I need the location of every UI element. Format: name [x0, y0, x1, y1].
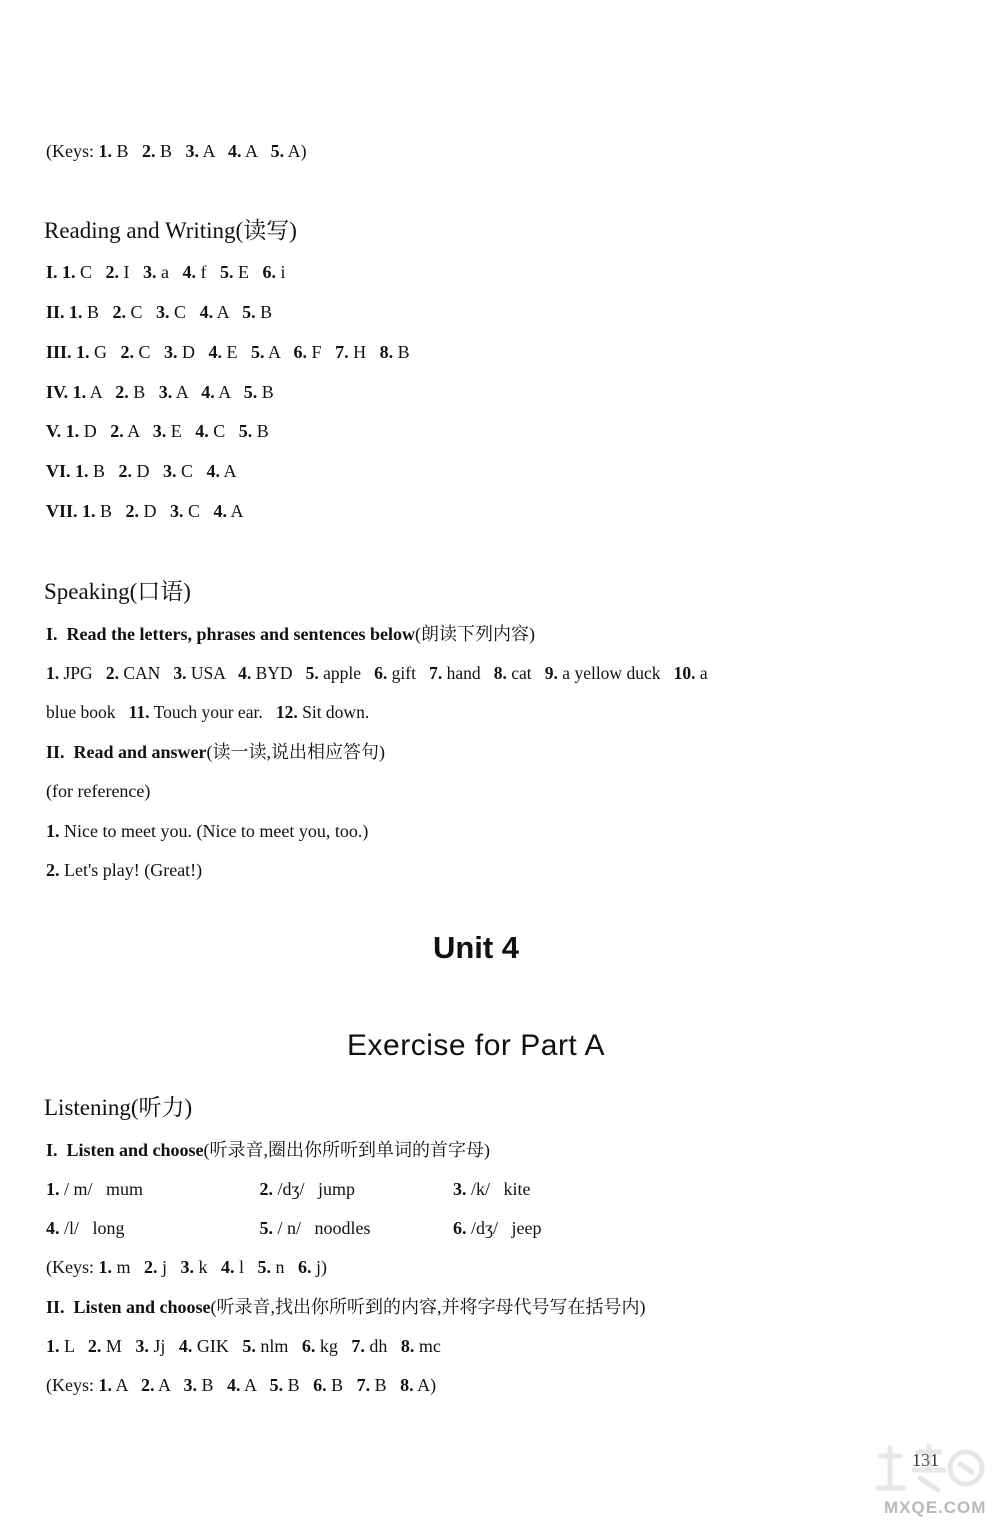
item-number: 7.: [429, 663, 443, 683]
reading-answer-line-7: [46, 500, 244, 522]
item-number: 4.: [182, 262, 197, 282]
answer-text: (Keys:: [46, 1257, 99, 1277]
item-number: II. 1.: [46, 302, 83, 322]
item-number: 1.: [46, 1336, 60, 1356]
item-number: 5.: [243, 382, 258, 402]
item-number: 1.: [98, 141, 112, 161]
item-number: 5.: [242, 1336, 256, 1356]
item-number: 2.: [110, 421, 124, 441]
item-number: 10.: [673, 663, 696, 683]
answer-text: C: [134, 342, 165, 362]
answer-text: C: [75, 262, 106, 282]
answer-text: A): [413, 1375, 437, 1395]
answer-text: CAN: [118, 663, 174, 683]
answer-text: A: [112, 1375, 142, 1395]
item-number: 3.: [453, 1179, 467, 1199]
listening-keys-2: [46, 1374, 436, 1396]
answer-text: blue book: [46, 702, 129, 722]
item-number: 8.: [379, 342, 394, 362]
answer-text: BYD: [251, 663, 306, 683]
answer-text: B: [326, 1375, 357, 1395]
item-number: 4.: [206, 461, 221, 481]
answer-text: G: [89, 342, 121, 362]
answer-text: GIK: [192, 1336, 243, 1356]
item-number: 5.: [242, 302, 256, 322]
answer-text: A: [214, 382, 244, 402]
item-number: VII. 1.: [46, 501, 96, 521]
item-number: 4.: [195, 421, 209, 441]
item-number: 8.: [400, 1375, 414, 1395]
answer-text: mc: [414, 1336, 441, 1356]
item-number: 4.: [199, 302, 214, 322]
answer-text: B: [255, 302, 273, 322]
item-number: 1.: [46, 1179, 60, 1199]
answer-text: C: [208, 421, 239, 441]
answer-text: B: [393, 342, 410, 362]
reading-answer-line-6: [46, 460, 237, 482]
answer-text: JPG: [59, 663, 106, 683]
item-number: 1.: [98, 1375, 112, 1395]
answer-text: B: [88, 461, 119, 481]
item-number: 5.: [305, 663, 319, 683]
answer-text: B: [257, 382, 274, 402]
item-number: 3.: [156, 302, 170, 322]
answer-text: (听录音,找出你所听到的内容,并将字母代号写在括号内): [210, 1297, 646, 1317]
answer-text: /dʒ/ jeep: [466, 1218, 542, 1238]
answer-text: Sit down.: [297, 702, 370, 722]
item-number: 6.: [262, 262, 277, 282]
page-number: 131: [912, 1450, 939, 1470]
answer-text: A: [240, 1375, 270, 1395]
answer-text: A: [199, 141, 229, 161]
answer-text: C: [183, 501, 214, 521]
answer-text: C: [176, 461, 207, 481]
item-number: 3.: [143, 262, 157, 282]
speaking-answer-2: [46, 859, 202, 881]
item-number: 4.: [238, 663, 252, 683]
part-title: Exercise for Part A: [347, 1029, 605, 1062]
answer-text: A: [220, 461, 237, 481]
speaking-answer-1: [46, 820, 368, 842]
item-number: 5.: [259, 1218, 273, 1238]
answer-text: A: [172, 382, 202, 402]
item-number: II. Read and answer: [46, 742, 207, 762]
answer-text: D: [132, 461, 164, 481]
item-number: 4.: [178, 1336, 193, 1356]
answer-text: C: [126, 302, 157, 322]
answer-text: A: [123, 421, 153, 441]
answer-text: D: [79, 421, 111, 441]
answer-text: E: [166, 421, 196, 441]
item-number: 6.: [313, 1375, 327, 1395]
answer-text: A: [86, 382, 116, 402]
item-number: 3.: [173, 663, 187, 683]
item-number: 7.: [356, 1375, 371, 1395]
answer-text: A: [213, 302, 243, 322]
unit-title: Unit 4: [432, 930, 520, 965]
item-number: 3.: [158, 382, 173, 402]
answer-text: B: [128, 382, 159, 402]
item-number: 3.: [183, 1375, 198, 1395]
answer-text: (Keys:: [46, 1375, 99, 1395]
answer-text: I: [119, 262, 144, 282]
speaking-items-line-2: [46, 701, 369, 723]
item-number: 4.: [228, 141, 242, 161]
answer-text: dh: [364, 1336, 401, 1356]
answer-text: M: [101, 1336, 136, 1356]
answer-text: / n/ noodles: [273, 1218, 371, 1238]
answer-text: A): [284, 141, 307, 161]
answer-text: l: [234, 1257, 258, 1277]
answer-text: k: [194, 1257, 222, 1277]
answer-text: (读一读,说出相应答句): [206, 742, 386, 762]
item-number: 5.: [251, 342, 265, 362]
listening-items-line: [46, 1335, 441, 1357]
answer-text: L: [59, 1336, 88, 1356]
item-number: 5.: [270, 141, 285, 161]
item-number: 3.: [163, 461, 177, 481]
answer-text: B: [95, 501, 126, 521]
reading-answer-line-1: [46, 261, 286, 283]
answer-text: Nice to meet you. (Nice to meet you, too.): [59, 821, 369, 841]
listening-section-1-title: [46, 1139, 490, 1161]
keys-line-previous: [46, 140, 307, 162]
item-number: 2.: [142, 141, 156, 161]
reading-answer-line-4: [46, 381, 274, 403]
answer-text: Touch your ear.: [149, 702, 276, 722]
answer-text: a yellow duck: [557, 663, 674, 683]
answer-text: A: [264, 342, 294, 362]
answer-text: B: [252, 421, 269, 441]
item-number: 2.: [120, 342, 135, 362]
answer-text: (听录音,圈出你所听到单词的首字母): [203, 1140, 491, 1160]
answer-text: A: [227, 501, 244, 521]
answer-text: C: [169, 302, 200, 322]
item-number: 4.: [213, 501, 228, 521]
item-number: 5.: [238, 421, 253, 441]
item-number: 3.: [152, 421, 167, 441]
answer-text: B: [197, 1375, 228, 1395]
answer-text: E: [222, 342, 252, 362]
answer-text: gift: [387, 663, 430, 683]
item-number: 2.: [141, 1375, 155, 1395]
answer-text: E: [233, 262, 263, 282]
answer-text: F: [307, 342, 336, 362]
item-number: 6.: [374, 663, 388, 683]
item-number: 6.: [301, 1336, 316, 1356]
answer-text: m: [112, 1257, 145, 1277]
answer-text: cat: [506, 663, 545, 683]
item-number: 1.: [46, 663, 60, 683]
item-number: 2.: [144, 1257, 158, 1277]
item-number: 6.: [453, 1218, 467, 1238]
item-number: 4.: [208, 342, 223, 362]
item-number: 2.: [112, 302, 127, 322]
answer-text: A: [241, 141, 271, 161]
speaking-reference-note: [46, 780, 150, 802]
answer-text: B: [155, 141, 186, 161]
item-number: III. 1.: [46, 342, 90, 362]
answer-text: hand: [442, 663, 494, 683]
item-number: 2.: [105, 663, 119, 683]
answer-text: apple: [318, 663, 375, 683]
item-number: 9.: [544, 663, 558, 683]
item-number: I. Listen and choose: [46, 1140, 204, 1160]
item-number: 3.: [170, 501, 184, 521]
answer-text: /dʒ/ jump: [273, 1179, 355, 1199]
answer-text: A: [154, 1375, 184, 1395]
answer-text: j: [157, 1257, 181, 1277]
item-number: 2.: [87, 1336, 102, 1356]
item-number: 3.: [185, 141, 200, 161]
answer-text: a: [695, 663, 708, 683]
listening-heading: Listening(听力): [44, 1095, 193, 1120]
item-number: 2.: [118, 461, 133, 481]
answer-text: Let's play! (Great!): [59, 860, 203, 880]
answer-text: B: [370, 1375, 401, 1395]
speaking-section-2-title: [46, 741, 385, 763]
item-number: 4.: [201, 382, 215, 402]
item-number: 5.: [257, 1257, 272, 1277]
answer-text: D: [139, 501, 171, 521]
item-number: I. 1.: [46, 262, 76, 282]
answer-text: nlm: [255, 1336, 302, 1356]
item-number: 5.: [220, 262, 234, 282]
item-number: 7.: [351, 1336, 365, 1356]
item-number: 2.: [115, 382, 129, 402]
item-number: 6.: [298, 1257, 312, 1277]
item-number: 8.: [493, 663, 507, 683]
answer-text: a: [156, 262, 183, 282]
item-number: 3.: [164, 342, 178, 362]
item-number: 3.: [135, 1336, 149, 1356]
item-number: 12.: [275, 702, 298, 722]
item-number: 2.: [259, 1179, 273, 1199]
reading-answer-line-2: [46, 301, 272, 323]
item-number: 4.: [221, 1257, 235, 1277]
item-number: I. Read the letters, phrases and sentences below: [46, 624, 415, 644]
answer-text: USA: [186, 663, 239, 683]
listening-keys-1: [46, 1256, 327, 1278]
item-number: V. 1.: [46, 421, 80, 441]
answer-text: n: [271, 1257, 299, 1277]
item-number: 2.: [125, 501, 140, 521]
answer-text: H: [348, 342, 380, 362]
listening-section-2-title: [46, 1296, 646, 1318]
answer-text: (for reference): [46, 781, 151, 801]
item-number: 11.: [128, 702, 150, 722]
answer-text: j): [311, 1257, 328, 1277]
answer-text: /l/ long: [59, 1218, 125, 1238]
answer-text: f: [196, 262, 221, 282]
reading-writing-heading: Reading and Writing(读写): [44, 218, 297, 243]
answer-text: / m/ mum: [59, 1179, 144, 1199]
item-number: II. Listen and choose: [46, 1297, 211, 1317]
item-number: 8.: [400, 1336, 415, 1356]
item-number: 4.: [46, 1218, 60, 1238]
speaking-items-line-1: [46, 662, 708, 684]
item-number: 4.: [227, 1375, 241, 1395]
answer-text: B: [283, 1375, 314, 1395]
speaking-section-1-title: [46, 623, 535, 645]
answer-text: /k/ kite: [466, 1179, 531, 1199]
speaking-heading: Speaking(口语): [44, 579, 191, 604]
item-number: VI. 1.: [46, 461, 89, 481]
answer-text: (朗读下列内容): [414, 624, 535, 644]
watermark-text: MXQE.COM: [884, 1498, 987, 1517]
listening-sounds-row-2: [46, 1217, 541, 1239]
answer-text: B: [82, 302, 113, 322]
answer-text: Jj: [148, 1336, 179, 1356]
answer-text: D: [177, 342, 209, 362]
answer-text: kg: [315, 1336, 352, 1356]
item-number: 1.: [46, 821, 60, 841]
reading-answer-line-5: [46, 420, 269, 442]
item-number: IV. 1.: [46, 382, 87, 402]
item-number: 5.: [269, 1375, 284, 1395]
answer-text: B: [112, 141, 143, 161]
item-number: 7.: [335, 342, 349, 362]
item-number: 2.: [105, 262, 120, 282]
item-number: 1.: [98, 1257, 112, 1277]
item-number: 6.: [293, 342, 308, 362]
reading-answer-line-3: [46, 341, 410, 363]
item-number: 2.: [46, 860, 60, 880]
answer-text: (Keys:: [46, 141, 99, 161]
item-number: 3.: [180, 1257, 195, 1277]
answer-text: i: [276, 262, 286, 282]
listening-sounds-row-1: [46, 1178, 531, 1200]
